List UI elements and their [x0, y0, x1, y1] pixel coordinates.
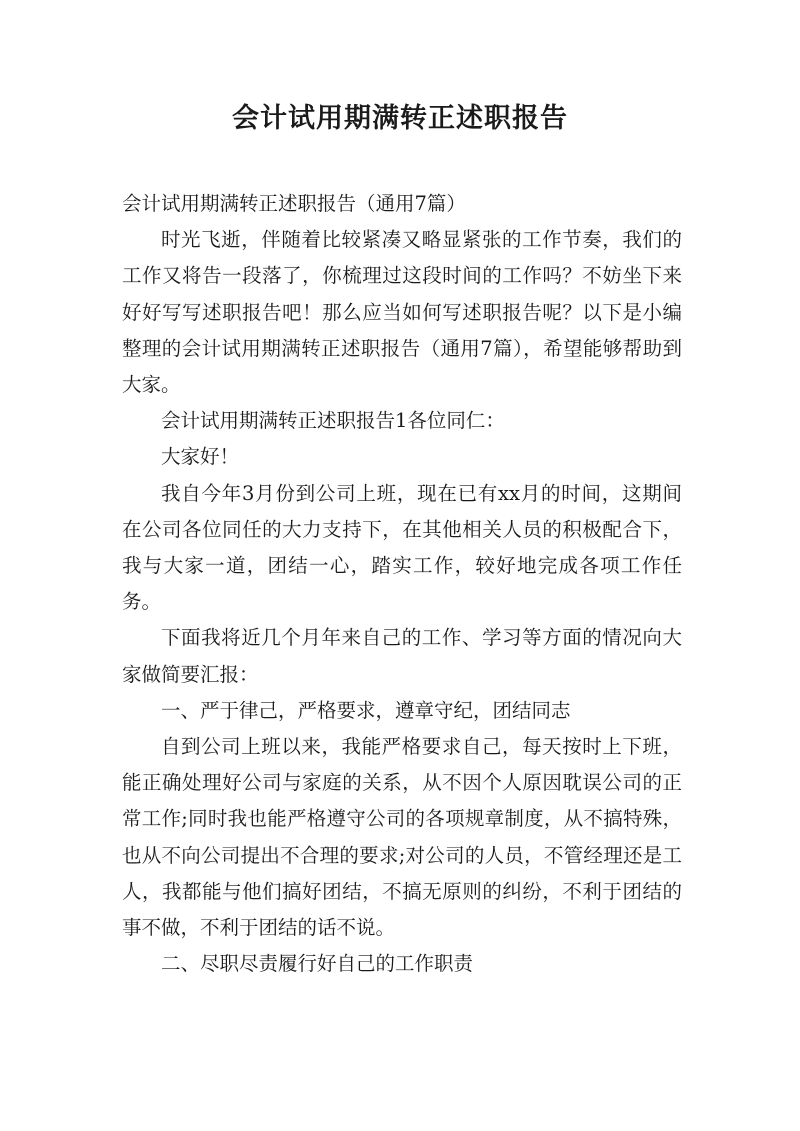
document-body: [122, 186, 682, 982]
document-title: 会计试用期满转正述职报告: [232, 103, 568, 134]
report-heading-paragraph: 会计试用期满转正述职报告1各位同仁：: [161, 409, 505, 433]
intro-paragraph: 时光飞逝，伴随着比较紧凑又略显紧张的工作节奏，我们的工作又将告一段落了，你梳理过这段时间的工作吗？不妨坐下来好好写写述职报告吧！那么应当如何写述职报告呢？以下是小编整理的会计试用期满转正述职报告（通用7篇），希望能够帮助到大家。: [122, 228, 682, 397]
body-paragraph: 自到公司上班以来，我能严格要求自己，每天按时上下班，能正确处理好公司与家庭的关系，从不因个人原因耽误公司的正常工作;同时我也能严格遵守公司的各项规章制度，从不搞特殊，也从不向公司提出不合理的要求;对公司的人员，不管经理还是工人，我都能与他们搞好团结，不搞无原则的纠纷，不利于团结的事不做，不利于团结的话不说。: [122, 735, 682, 940]
section-heading: 二、尽职尽责履行好自己的工作职责: [161, 952, 474, 976]
greeting-paragraph: 大家好！: [161, 445, 240, 469]
body-paragraph: 下面我将近几个月年来自己的工作、学习等方面的情况向大家做简要汇报：: [122, 626, 682, 686]
section-heading: 一、严于律己，严格要求，遵章守纪，团结同志: [161, 698, 571, 722]
subtitle-paragraph: 会计试用期满转正述职报告（通用7篇）: [122, 192, 466, 215]
body-paragraph: 我自今年3月份到公司上班，现在已有xx月的时间，这期间在公司各位同任的大力支持下，在其他相关人员的积极配合下，我与大家一道，团结一心，踏实工作，较好地完成各项工作任务。: [122, 481, 682, 614]
